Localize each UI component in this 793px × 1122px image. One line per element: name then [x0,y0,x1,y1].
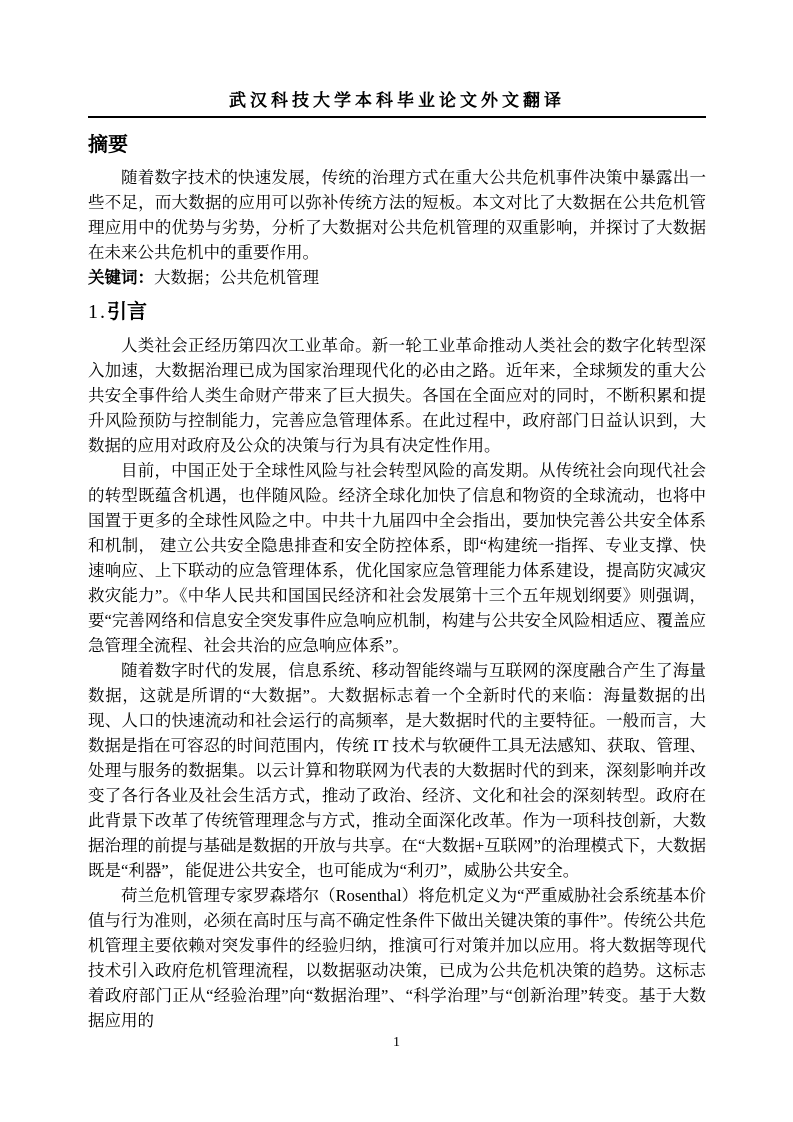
introduction-heading-number: 1. [88,301,107,323]
introduction-paragraph: 随着数字时代的发展，信息系统、移动智能终端与互联网的深度融合产生了海量数据，这就是所谓的“大数据”。大数据标志着一个全新时代的来临：海量数据的出现、人口的快速流动和社会运行的高频率，是大数据时代的主要特征。一般而言，大数据是指在可容忍的时间范围内，传统 IT 技术与软硬件工具无法感知、获取、管理、处理与服务的数据集。以云计算和物联网为代表的大数据时代的到来，深刻影响并改变了各行各业及社会生活方式，推动了政治、经济、文化和社会的深刻转型。政府在此背景下改革了传统管理理念与方式，推动全面深化改革。作为一项科技创新，大数据治理的前提与基础是数据的开放与共享。在“大数据+互联网”的治理模式下，大数据既是“利器”，能促进公共安全，也可能成为“利刃”，威胁公共安全。 [88,661,706,880]
keywords-value: 大数据；公共危机管理 [154,268,319,287]
introduction-paragraph: 目前，中国正处于全球性风险与社会转型风险的高发期。从传统社会向现代社会的转型既蕴含机遇，也伴随风险。经济全球化加快了信息和物资的全球流动，也将中国置于更多的全球性风险之中。中共十九届四中全会指出，要加快完善公共安全体系和机制， 建立公共安全隐患排查和安全防控体系，即“构建统一指挥、专业支撑、快速响应、上下联动的应急管理体系，优化国家应急管理能力体系建设，提高防灾减灾救灾能力”。《中华人民共和国国民经济和社会发展第十三个五年规划纲要》则强调，要“完善网络和信息安全突发事件应急响应机制，构建与公共安全风险相适应、覆盖应急管理全流程、社会共治的应急响应体系”。 [88,461,706,655]
introduction-paragraph: 人类社会正经历第四次工业革命。新一轮工业革命推动人类社会的数字化转型深入加速，大数据治理已成为国家治理现代化的必由之路。近年来，全球频发的重大公共安全事件给人类生命财产带来了巨大损失。各国在全面应对的同时，不断积累和提升风险预防与控制能力，完善应急管理体系。在此过程中，政府部门日益认识到，大数据的应用对政府及公众的决策与行为具有决定性作用。 [88,336,706,455]
keywords-label: 关键词： [88,269,154,287]
page-header-title: 武汉科技大学本科毕业论文外文翻译 [88,92,706,118]
introduction-heading [88,299,706,325]
keywords-line [88,265,706,291]
abstract-heading: 摘要 [88,134,128,156]
introduction-heading-title: 引言 [107,301,147,323]
abstract-paragraph: 随着数字技术的快速发展，传统的治理方式在重大公共危机事件决策中暴露出一些不足，而大数据的应用可以弥补传统方法的短板。本文对比了大数据在公共危机管理应用中的优势与劣势，分析了大数据对公共危机管理的双重影响，并探讨了大数据在未来公共危机中的重要作用。 [88,168,706,262]
page-number: 1 [393,1035,400,1050]
introduction-paragraph: 荷兰危机管理专家罗森塔尔（Rosenthal）将危机定义为“严重威胁社会系统基本价值与行为准则，必须在高时压与高不确定性条件下做出关键决策的事件”。传统公共危机管理主要依赖对突发事件的经验归纳，推演可行对策并加以应用。将大数据等现代技术引入政府危机管理流程，以数据驱动决策，已成为公共危机决策的趋势。这标志着政府部门正从“经验治理”向“数据治理”、“科学治理”与“创新治理”转变。基于大数据应用的 [88,886,706,1030]
